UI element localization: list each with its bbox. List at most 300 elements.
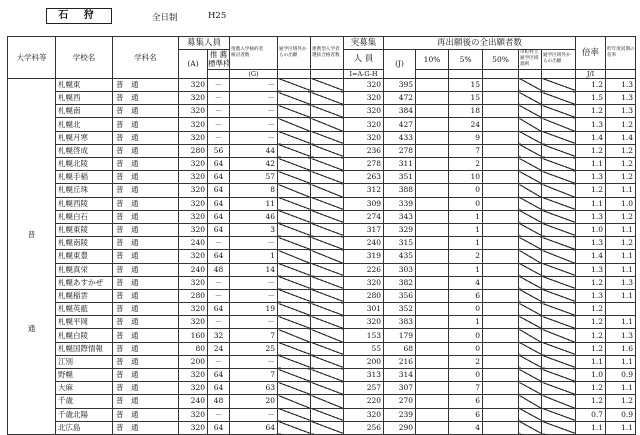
school-name: 札幌東	[56, 78, 113, 91]
prev-ratio-value: 1.1	[606, 355, 636, 368]
continuous-cell	[311, 210, 344, 223]
actual-count: 301	[344, 303, 384, 316]
pct5-count: 2	[449, 355, 483, 368]
pct10-cell	[416, 237, 449, 250]
outside-district-cell	[278, 289, 311, 302]
department-name: 普 通	[113, 184, 179, 197]
ratio-value: 1.4	[576, 131, 606, 144]
prev-ratio-value: 1.3	[606, 105, 636, 118]
total-applicants: 68	[384, 342, 416, 355]
pct10-cell	[416, 144, 449, 157]
recommend-applicants: 64	[230, 421, 278, 434]
recruit-count: 240	[179, 237, 208, 250]
recommend-applicants: －	[230, 131, 278, 144]
recommend-count: 64	[208, 303, 230, 316]
outside-district-cell	[278, 355, 311, 368]
continuous-cell	[311, 289, 344, 302]
recruit-count: 240	[179, 263, 208, 276]
prev-ratio-value: 1.1	[606, 289, 636, 302]
pct50-cell	[483, 329, 519, 342]
recruit-count: 320	[179, 369, 208, 382]
recommend-count: －	[208, 118, 230, 131]
outside-district-cell	[278, 210, 311, 223]
pct50-cell	[483, 144, 519, 157]
continuous-cell	[311, 78, 344, 91]
pct50-cell	[483, 158, 519, 171]
pct10-cell	[416, 118, 449, 131]
system-label: 全日制	[152, 13, 178, 23]
ratio-value: 1.1	[576, 158, 606, 171]
recommend-applicants: 46	[230, 210, 278, 223]
pct10-cell	[416, 158, 449, 171]
recommend-applicants: －	[230, 105, 278, 118]
prev-ratio-value: 0.9	[606, 369, 636, 382]
prev-ratio-value: 1.2	[606, 118, 636, 131]
ratio-value: 1.2	[576, 184, 606, 197]
ratio-value: 1.4	[576, 250, 606, 263]
continuous-cell	[311, 355, 344, 368]
recommend-applicants: －	[230, 316, 278, 329]
prev-ratio-value: 1.2	[606, 171, 636, 184]
recommend-count: －	[208, 408, 230, 421]
recommend-count: 64	[208, 171, 230, 184]
col-pct5: 5%	[449, 50, 483, 70]
col-recommend-g: (G)	[230, 69, 278, 78]
col-recruit: 募集人員	[179, 37, 230, 50]
pct50-cell	[483, 355, 519, 368]
department-name: 普 通	[113, 395, 179, 408]
school-name: 札幌白陵	[56, 329, 113, 342]
pct5-count: 7	[449, 382, 483, 395]
pct5-count: 1	[449, 316, 483, 329]
outside-district-cell	[278, 408, 311, 421]
local-quota-cell	[519, 197, 542, 210]
prev-ratio-value: 1.3	[606, 276, 636, 289]
col-pct5-blank	[449, 69, 483, 78]
pct5-count: 0	[449, 342, 483, 355]
pct50-cell	[483, 303, 519, 316]
total-applicants: 427	[384, 118, 416, 131]
school-name: 札幌啓成	[56, 144, 113, 157]
prev-ratio-value: 1.3	[606, 92, 636, 105]
prev-ratio-value: 1.3	[606, 329, 636, 342]
continuous-cell	[311, 342, 344, 355]
table-row	[8, 408, 636, 421]
ratio-value: 1.2	[576, 78, 606, 91]
local-quota-cell	[519, 408, 542, 421]
actual-count: 240	[344, 237, 384, 250]
recommend-applicants: 63	[230, 382, 278, 395]
local-quota-cell	[519, 369, 542, 382]
ratio-value: 1.3	[576, 289, 606, 302]
pct5-count: 9	[449, 131, 483, 144]
actual-count: 309	[344, 197, 384, 210]
recruit-count: 240	[179, 395, 208, 408]
local-quota-cell	[519, 395, 542, 408]
prev-ratio-value: 1.4	[606, 131, 636, 144]
recruit-count: 320	[179, 421, 208, 434]
local-quota-cell	[519, 171, 542, 184]
col-outside-apply: 通学区域外からの出願	[542, 50, 576, 70]
recommend-applicants: 57	[230, 171, 278, 184]
application-table	[7, 36, 636, 435]
col-actual-sub: 人 員	[344, 50, 384, 70]
actual-count: 226	[344, 263, 384, 276]
outside-apply-cell	[542, 342, 576, 355]
prev-ratio-value: 1.2	[606, 158, 636, 171]
pct50-cell	[483, 342, 519, 355]
recruit-count: 320	[179, 382, 208, 395]
outside-district-cell	[278, 250, 311, 263]
table-row	[8, 131, 636, 144]
actual-count: 320	[344, 118, 384, 131]
ratio-value: 1.2	[576, 342, 606, 355]
total-applicants: 307	[384, 382, 416, 395]
total-applicants: 270	[384, 395, 416, 408]
continuous-cell	[311, 184, 344, 197]
total-applicants: 216	[384, 355, 416, 368]
outside-district-cell	[278, 197, 311, 210]
col-recommend: 推 薦 標準枠	[208, 50, 231, 69]
recommend-applicants: 3	[230, 223, 278, 236]
continuous-cell	[311, 395, 344, 408]
department-name: 普 通	[113, 250, 179, 263]
pct50-cell	[483, 289, 519, 302]
recruit-count: 320	[179, 303, 208, 316]
total-applicants: 433	[384, 131, 416, 144]
outside-apply-cell	[542, 316, 576, 329]
pct5-count: 2	[449, 158, 483, 171]
local-quota-cell	[519, 118, 542, 131]
local-quota-cell	[519, 342, 542, 355]
continuous-cell	[311, 303, 344, 316]
year-label: H25	[208, 11, 227, 21]
recruit-count: 320	[179, 158, 208, 171]
col-actual-formula: I=A-G-H	[344, 69, 384, 78]
table-body	[8, 78, 636, 434]
pct50-cell	[483, 316, 519, 329]
table-row	[8, 329, 636, 342]
continuous-cell	[311, 408, 344, 421]
ratio-value: 1.2	[576, 276, 606, 289]
actual-count: 55	[344, 342, 384, 355]
outside-district-cell	[278, 184, 311, 197]
continuous-cell	[311, 158, 344, 171]
school-name: 札幌東豊	[56, 250, 113, 263]
actual-count: 313	[344, 369, 384, 382]
local-quota-cell	[519, 237, 542, 250]
col-reapply-j: (J)	[384, 50, 416, 79]
pct10-cell	[416, 355, 449, 368]
recruit-count: 320	[179, 408, 208, 421]
department-name: 普 通	[113, 276, 179, 289]
department-name: 普 通	[113, 408, 179, 421]
pct10-cell	[416, 316, 449, 329]
recruit-count: 320	[179, 184, 208, 197]
col-prev-blank	[606, 69, 636, 78]
school-name: 札幌西	[56, 92, 113, 105]
school-name: 札幌北陵	[56, 158, 113, 171]
prev-ratio-value: 1.3	[606, 78, 636, 91]
ratio-value: 1.3	[576, 118, 606, 131]
pct10-cell	[416, 171, 449, 184]
department-name: 普 通	[113, 303, 179, 316]
table-row	[8, 197, 636, 210]
ratio-value: 1.3	[576, 263, 606, 276]
outside-district-cell	[278, 329, 311, 342]
continuous-cell	[311, 316, 344, 329]
col-reapply: 再出願後の全出願者数	[384, 37, 576, 50]
school-name: 札幌丘珠	[56, 184, 113, 197]
pct5-count: 0	[449, 184, 483, 197]
recommend-applicants: －	[230, 78, 278, 91]
pct50-cell	[483, 184, 519, 197]
total-applicants: 303	[384, 263, 416, 276]
total-applicants: 435	[384, 250, 416, 263]
department-name: 普 通	[113, 144, 179, 157]
recommend-applicants: 11	[230, 197, 278, 210]
school-name: 札幌北	[56, 118, 113, 131]
continuous-cell	[311, 237, 344, 250]
outside-district-cell	[278, 118, 311, 131]
col-ratio-unit: J/I	[576, 69, 606, 78]
outside-district-cell	[278, 158, 311, 171]
outside-apply-cell	[542, 131, 576, 144]
pct5-count: 15	[449, 78, 483, 91]
outside-district-cell	[278, 369, 311, 382]
col-continuous-blank	[311, 69, 344, 78]
continuous-cell	[311, 197, 344, 210]
recommend-applicants: 1	[230, 250, 278, 263]
table-row	[8, 223, 636, 236]
school-name: 江別	[56, 355, 113, 368]
department-name: 普 通	[113, 197, 179, 210]
outside-district-cell	[278, 276, 311, 289]
ratio-value: 1.2	[576, 395, 606, 408]
pct5-count: 0	[449, 303, 483, 316]
pct50-cell	[483, 131, 519, 144]
col-recruit-a: (A)	[179, 50, 208, 79]
pct5-count: 10	[449, 171, 483, 184]
local-quota-cell	[519, 329, 542, 342]
recommend-applicants: 14	[230, 263, 278, 276]
pct50-cell	[483, 118, 519, 131]
continuous-cell	[311, 118, 344, 131]
recruit-count: 320	[179, 276, 208, 289]
total-applicants: 315	[384, 237, 416, 250]
prev-ratio-value: 1.1	[606, 263, 636, 276]
local-quota-cell	[519, 382, 542, 395]
recommend-count: 64	[208, 250, 230, 263]
recruit-count: 200	[179, 355, 208, 368]
outside-district-cell	[278, 144, 311, 157]
table-row	[8, 158, 636, 171]
ratio-value: 1.1	[576, 355, 606, 368]
ratio-value: 1.2	[576, 316, 606, 329]
recommend-applicants: 20	[230, 395, 278, 408]
school-name: 千歳	[56, 395, 113, 408]
total-applicants: 384	[384, 105, 416, 118]
outside-apply-cell	[542, 237, 576, 250]
recruit-count: 320	[179, 223, 208, 236]
outside-apply-cell	[542, 421, 576, 434]
pct5-count: 1	[449, 223, 483, 236]
outside-apply-cell	[542, 105, 576, 118]
local-quota-cell	[519, 421, 542, 434]
total-applicants: 472	[384, 92, 416, 105]
prev-ratio-value: 1.0	[606, 197, 636, 210]
pct50-cell	[483, 171, 519, 184]
col-outside-blank	[278, 69, 311, 78]
outside-district-cell	[278, 263, 311, 276]
recommend-applicants: 8	[230, 184, 278, 197]
pct5-count: 6	[449, 395, 483, 408]
pct10-cell	[416, 342, 449, 355]
actual-count: 200	[344, 355, 384, 368]
recruit-count: 320	[179, 210, 208, 223]
school-name: 札幌南陵	[56, 237, 113, 250]
category-char-2: 通	[27, 323, 36, 333]
pct10-cell	[416, 223, 449, 236]
recommend-count: －	[208, 237, 230, 250]
pct5-count: 1	[449, 237, 483, 250]
recommend-count: 64	[208, 210, 230, 223]
recommend-count: 64	[208, 197, 230, 210]
table-row	[8, 237, 636, 250]
local-quota-cell	[519, 131, 542, 144]
department-name: 普 通	[113, 263, 179, 276]
school-name: 札幌東陵	[56, 223, 113, 236]
pct5-count: 24	[449, 118, 483, 131]
department-name: 普 通	[113, 289, 179, 302]
recommend-applicants: 7	[230, 369, 278, 382]
recommend-applicants: －	[230, 289, 278, 302]
local-quota-cell	[519, 105, 542, 118]
total-applicants: 395	[384, 78, 416, 91]
recommend-count: －	[208, 316, 230, 329]
school-name: 大麻	[56, 382, 113, 395]
prev-ratio-value: 1.1	[606, 184, 636, 197]
department-name: 普 通	[113, 105, 179, 118]
recommend-count: 48	[208, 395, 230, 408]
local-quota-cell	[519, 158, 542, 171]
total-applicants: 329	[384, 223, 416, 236]
total-applicants: 356	[384, 289, 416, 302]
recommend-count: －	[208, 105, 230, 118]
pct5-count: 15	[449, 92, 483, 105]
pct50-cell	[483, 369, 519, 382]
actual-count: 319	[344, 250, 384, 263]
table-row	[8, 144, 636, 157]
recruit-count: 320	[179, 197, 208, 210]
pct50-cell	[483, 408, 519, 421]
col-ratio: 倍率	[576, 37, 606, 70]
ratio-value: 1.3	[576, 237, 606, 250]
local-quota-cell	[519, 303, 542, 316]
recruit-count: 320	[179, 316, 208, 329]
actual-count: 320	[344, 131, 384, 144]
recruit-count: 320	[179, 118, 208, 131]
col-continuous-apply: 連携型入学者選抜合格者数	[311, 37, 344, 70]
pct10-cell	[416, 303, 449, 316]
total-applicants: 351	[384, 171, 416, 184]
department-name: 普 通	[113, 210, 179, 223]
recommend-applicants: －	[230, 276, 278, 289]
table-row	[8, 421, 636, 434]
continuous-cell	[311, 171, 344, 184]
table-row	[8, 276, 636, 289]
ratio-value: 1.1	[576, 421, 606, 434]
table-row	[8, 316, 636, 329]
department-name: 普 通	[113, 171, 179, 184]
table-row	[8, 210, 636, 223]
department-name: 普 通	[113, 223, 179, 236]
local-quota-cell	[519, 250, 542, 263]
col-actual: 実募集	[344, 37, 384, 50]
pct5-count: 6	[449, 408, 483, 421]
outside-district-cell	[278, 303, 311, 316]
col-local-blank	[519, 69, 542, 78]
table-row	[8, 369, 636, 382]
pct50-cell	[483, 105, 519, 118]
page-header	[0, 0, 640, 30]
outside-apply-cell	[542, 210, 576, 223]
total-applicants: 239	[384, 408, 416, 421]
pct50-cell	[483, 210, 519, 223]
department-name: 普 通	[113, 421, 179, 434]
prev-ratio-value: 0.9	[606, 408, 636, 421]
continuous-cell	[311, 105, 344, 118]
outside-district-cell	[278, 395, 311, 408]
total-applicants: 311	[384, 158, 416, 171]
ratio-value: 1.3	[576, 171, 606, 184]
outside-apply-cell	[542, 250, 576, 263]
actual-count: 320	[344, 92, 384, 105]
pct5-count: 7	[449, 144, 483, 157]
ratio-value: 1.1	[576, 197, 606, 210]
pct10-cell	[416, 289, 449, 302]
table-row	[8, 118, 636, 131]
school-name: 千歳北陽	[56, 408, 113, 421]
ratio-value: 1.3	[576, 210, 606, 223]
school-name: 北広島	[56, 421, 113, 434]
table-row	[8, 342, 636, 355]
total-applicants: 339	[384, 197, 416, 210]
continuous-cell	[311, 223, 344, 236]
school-name: 札幌西陵	[56, 197, 113, 210]
pct5-count: 0	[449, 197, 483, 210]
outside-apply-cell	[542, 382, 576, 395]
recommend-applicants: －	[230, 237, 278, 250]
category-char-1: 普	[27, 229, 36, 239]
outside-district-cell	[278, 237, 311, 250]
recommend-count: 64	[208, 158, 230, 171]
school-name: 野幌	[56, 369, 113, 382]
department-name: 普 通	[113, 78, 179, 91]
recommend-count: －	[208, 92, 230, 105]
actual-count: 320	[344, 276, 384, 289]
local-quota-cell	[519, 78, 542, 91]
ratio-value: 1.5	[576, 92, 606, 105]
pct10-cell	[416, 210, 449, 223]
table-row	[8, 289, 636, 302]
department-name: 普 通	[113, 382, 179, 395]
prev-ratio-value: 1.1	[606, 316, 636, 329]
pct10-cell	[416, 395, 449, 408]
actual-count: 263	[344, 171, 384, 184]
col-department: 学科名	[113, 37, 179, 79]
recommend-count: 64	[208, 369, 230, 382]
